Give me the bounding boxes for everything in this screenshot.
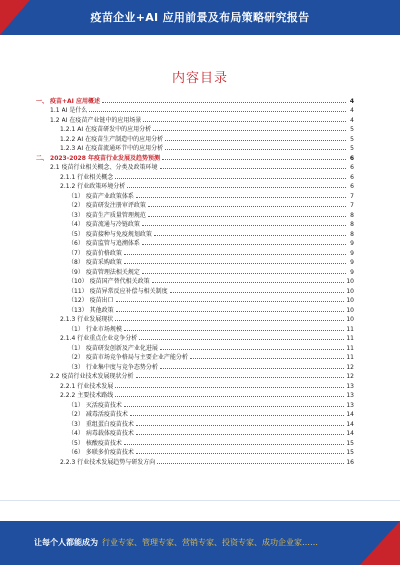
footer-banner <box>0 521 400 565</box>
dot-leader <box>116 300 345 302</box>
toc-entry-page: 4 <box>350 116 354 124</box>
toc-entry[interactable] <box>36 418 354 428</box>
toc-entry-title: 行业政策环境分析 <box>77 183 126 190</box>
toc-entry-number: （7） <box>68 249 84 257</box>
toc-entry-title: 行业技术发展趋势与研发方向 <box>77 458 156 466</box>
toc-entry-page: 11 <box>346 325 354 333</box>
toc-entry-number: 2.2.1 <box>60 382 76 390</box>
toc-entry-title: 其他政策 <box>89 306 114 314</box>
toc-entry[interactable] <box>36 143 354 153</box>
toc-entry[interactable] <box>36 247 354 257</box>
toc-entry-number: （3） <box>68 211 84 219</box>
toc-entry-title: 重组蛋白疫苗技术 <box>85 420 134 428</box>
toc-entry[interactable] <box>36 181 354 191</box>
dot-leader <box>160 167 346 169</box>
dot-leader <box>148 205 346 207</box>
toc-entry[interactable] <box>36 285 354 295</box>
toc-entry[interactable] <box>36 95 354 105</box>
toc-entry-page: 6 <box>350 183 354 190</box>
toc-entry-page: 11 <box>346 354 354 361</box>
toc-entry[interactable] <box>36 114 354 124</box>
toc-entry[interactable] <box>36 238 354 248</box>
report-title: 疫苗企业+AI 应用前景及布局策略研究报告 <box>90 11 310 24</box>
toc-entry-number: （6） <box>68 240 84 247</box>
dot-leader <box>165 148 346 150</box>
toc-entry-title: 2023-2028 年疫苗行业发展及趋势预测 <box>50 154 160 162</box>
toc-entry-number: （2） <box>68 411 84 418</box>
toc-entry-title: AI 在疫苗流通环节中的应用分析 <box>77 145 164 152</box>
toc-entry-number: 1.2 <box>50 116 60 124</box>
dot-leader <box>142 243 346 245</box>
toc-entry-number: 二、 <box>36 154 49 162</box>
dot-leader <box>136 196 346 198</box>
dot-leader <box>152 281 345 283</box>
footer-lead: 让每个人都能成为 <box>34 538 98 547</box>
toc-entry-title: 疫苗研发创新及产业化进展 <box>85 344 158 352</box>
toc-entry-title: 疫苗出口 <box>89 297 114 304</box>
toc-entry-title: 行业市场规模 <box>85 325 122 333</box>
divider <box>0 500 400 501</box>
toc-entry-page: 10 <box>346 287 354 295</box>
toc-entry-page: 5 <box>350 126 354 133</box>
toc-entry-title: 疫苗行业技术发展现状分析 <box>61 373 134 380</box>
toc-entry-number: （3） <box>68 420 84 428</box>
dot-leader <box>115 319 344 321</box>
toc-entry-title: AI 在疫苗生产制造中的应用分析 <box>77 135 164 143</box>
dot-leader <box>136 433 345 435</box>
toc-entry-number: （1） <box>68 325 84 333</box>
dot-leader <box>142 272 346 274</box>
toc-entry[interactable] <box>36 171 354 181</box>
toc-entry-page: 11 <box>346 344 354 352</box>
toc-entry-title: 行业技术发展 <box>77 382 114 390</box>
toc-heading: 内容目录 <box>171 71 228 86</box>
toc-entry-page: 14 <box>346 430 354 437</box>
toc-entry-page: 9 <box>350 249 354 257</box>
toc-entry-page: 8 <box>350 221 354 228</box>
toc-entry[interactable] <box>36 276 354 286</box>
toc-entry-number: （1） <box>68 192 84 200</box>
toc-entry-title: AI 是什么 <box>61 107 88 114</box>
dot-leader <box>136 424 345 426</box>
dot-leader <box>124 262 346 264</box>
toc-entry[interactable] <box>36 314 354 324</box>
toc-entry-title: 疫苗国产替代相关政策 <box>89 278 150 285</box>
table-of-contents <box>36 95 354 466</box>
toc-entry[interactable] <box>36 219 354 229</box>
dot-leader <box>170 291 345 293</box>
toc-entry-title: 行业发展现状 <box>77 316 114 323</box>
toc-entry-page: 13 <box>346 382 354 390</box>
toc-entry-page: 4 <box>350 107 354 114</box>
toc-entry-page: 15 <box>346 449 354 456</box>
toc-entry-title: 行业重点企业竞争分析 <box>77 335 138 342</box>
toc-entry-number: 2.1.2 <box>60 183 76 190</box>
toc-entry-page: 4 <box>349 97 354 105</box>
toc-entry[interactable] <box>36 295 354 305</box>
dot-leader <box>162 158 346 160</box>
toc-entry-number: 1.2.1 <box>60 126 76 133</box>
dot-leader <box>143 120 346 122</box>
toc-entry-page: 15 <box>346 439 354 447</box>
toc-entry-title: 疫苗研发注册审评政策 <box>85 202 146 209</box>
dot-leader <box>89 110 346 112</box>
dot-leader <box>154 234 346 236</box>
toc-entry-title: 减毒活疫苗技术 <box>85 411 128 418</box>
toc-entry-title: 病毒载体疫苗技术 <box>85 430 134 437</box>
toc-entry[interactable] <box>36 409 354 419</box>
toc-entry-title: 疫苗价格政策 <box>85 249 122 257</box>
toc-entry[interactable] <box>36 124 354 134</box>
toc-entry[interactable] <box>36 371 354 381</box>
toc-entry-page: 8 <box>350 211 354 219</box>
toc-entry-title: 疫苗监管与追溯体系 <box>85 240 140 247</box>
toc-entry-page: 12 <box>346 373 354 380</box>
toc-entry-title: 疫苗市场竞争格局与主要企业产能分析 <box>85 354 188 361</box>
dot-leader <box>139 338 344 340</box>
toc-entry[interactable] <box>36 333 354 343</box>
dot-leader <box>115 177 346 179</box>
toc-entry[interactable] <box>36 228 354 238</box>
toc-entry-number: 2.2.2 <box>60 392 76 399</box>
toc-entry-number: （6） <box>68 449 84 456</box>
dot-leader <box>190 357 345 359</box>
toc-entry-page: 5 <box>350 135 354 143</box>
toc-entry[interactable] <box>36 352 354 362</box>
toc-entry[interactable] <box>36 390 354 400</box>
toc-entry[interactable] <box>36 190 354 200</box>
toc-entry-page: 12 <box>346 363 354 371</box>
toc-entry[interactable] <box>36 162 354 172</box>
toc-entry-page: 6 <box>350 173 354 181</box>
dot-leader <box>153 129 346 131</box>
toc-entry-number: 2.1.3 <box>60 316 76 323</box>
toc-entry[interactable] <box>36 133 354 143</box>
toc-entry-number: 2.1.4 <box>60 335 76 342</box>
dot-leader <box>157 462 344 464</box>
toc-entry-number: （9） <box>68 268 84 276</box>
toc-entry-page: 9 <box>350 268 354 276</box>
toc-entry[interactable] <box>36 152 354 162</box>
toc-entry-page: 13 <box>346 401 354 409</box>
dot-leader <box>124 443 345 445</box>
toc-entry-page: 8 <box>350 230 354 238</box>
report-header <box>0 0 400 35</box>
toc-entry-title: AI 在疫苗产业链中的应用场景 <box>61 116 142 124</box>
toc-entry-number: 1.2.3 <box>60 145 76 152</box>
toc-entry-page: 7 <box>350 202 354 209</box>
dot-leader <box>165 139 346 141</box>
toc-entry[interactable] <box>36 209 354 219</box>
toc-entry-number: （5） <box>68 230 84 238</box>
dot-leader <box>130 414 345 416</box>
toc-entry-title: 疫苗采购政策 <box>85 259 122 266</box>
toc-entry-title: 多联多价疫苗技术 <box>85 449 134 456</box>
toc-entry-page: 9 <box>350 259 354 266</box>
toc-entry-title: 疫苗管理法相关规定 <box>85 268 140 276</box>
toc-entry[interactable] <box>36 323 354 333</box>
toc-entry-page: 10 <box>346 297 354 304</box>
toc-entry-page: 5 <box>350 145 354 152</box>
toc-entry-number: 一、 <box>36 97 49 105</box>
toc-entry-number: 1.1 <box>50 107 60 114</box>
toc-entry-number: （13） <box>68 306 88 314</box>
toc-entry-page: 10 <box>346 316 354 323</box>
dot-leader <box>124 405 345 407</box>
dot-leader <box>160 367 345 369</box>
toc-entry[interactable] <box>36 380 354 390</box>
toc-entry-page: 13 <box>346 392 354 399</box>
toc-entry-number: 1.2.2 <box>60 135 76 143</box>
toc-entry-number: 2.2 <box>50 373 60 380</box>
toc-entry-title: 行业集中度与竞争态势分析 <box>85 363 158 371</box>
toc-entry-number: （2） <box>68 202 84 209</box>
toc-entry-number: （10） <box>68 278 88 285</box>
toc-entry-page: 9 <box>350 240 354 247</box>
toc-entry[interactable] <box>36 200 354 210</box>
toc-entry-title: 疫苗接种与免疫规划政策 <box>85 230 152 238</box>
toc-entry-title: 疫苗+AI 应用概述 <box>50 97 101 105</box>
dot-leader <box>124 329 345 331</box>
toc-entry-page: 10 <box>346 278 354 285</box>
toc-entry[interactable] <box>36 304 354 314</box>
dot-leader <box>136 376 345 378</box>
toc-entry-number: （12） <box>68 297 88 304</box>
toc-entry-title: 灭活疫苗技术 <box>85 401 122 409</box>
toc-entry-page: 11 <box>346 335 354 342</box>
dot-leader <box>142 224 346 226</box>
toc-entry-title: 疫苗流通与冷链政策 <box>85 221 140 228</box>
footer-roles: 行业专家、管理专家、营销专家、投资专家、成功企业家…… <box>102 538 318 547</box>
toc-entry-title: 行业相关概念 <box>77 173 114 181</box>
toc-entry-title: AI 在疫苗研发中的应用分析 <box>77 126 152 133</box>
toc-entry-page: 14 <box>346 411 354 418</box>
toc-entry[interactable] <box>36 257 354 267</box>
toc-entry-page: 6 <box>350 164 354 171</box>
toc-entry-number: （1） <box>68 401 84 409</box>
footer-text <box>34 521 318 565</box>
toc-entry-page: 10 <box>346 306 354 314</box>
toc-entry[interactable] <box>36 399 354 409</box>
toc-entry[interactable] <box>36 456 354 466</box>
dot-leader <box>124 253 346 255</box>
toc-entry-page: 14 <box>346 420 354 428</box>
toc-entry-number: （5） <box>68 439 84 447</box>
dot-leader <box>115 386 344 388</box>
dot-leader <box>102 101 346 103</box>
toc-entry-page: 6 <box>349 154 354 162</box>
toc-entry-title: 主要技术路线 <box>77 392 114 399</box>
toc-entry-number: （2） <box>68 354 84 361</box>
toc-entry-number: （8） <box>68 259 84 266</box>
toc-entry[interactable] <box>36 361 354 371</box>
footer-red-corner <box>360 521 400 565</box>
dot-leader <box>136 452 345 454</box>
toc-entry[interactable] <box>36 447 354 457</box>
toc-entry-number: （4） <box>68 430 84 437</box>
toc-entry-title: 疫苗产业政策体系 <box>85 192 134 200</box>
toc-entry[interactable] <box>36 105 354 115</box>
dot-leader <box>115 395 344 397</box>
toc-entry-number: 2.2.3 <box>60 458 76 466</box>
toc-entry-title: 疫苗行业相关概念、分类及政策环境 <box>61 164 158 171</box>
toc-entry[interactable] <box>36 428 354 438</box>
toc-entry-number: （1） <box>68 344 84 352</box>
toc-entry[interactable] <box>36 266 354 276</box>
dot-leader <box>127 186 346 188</box>
toc-entry-title: 疫苗异常反应补偿与相关制度 <box>89 287 168 295</box>
dot-leader <box>160 348 345 350</box>
toc-entry[interactable] <box>36 342 354 352</box>
toc-entry[interactable] <box>36 437 354 447</box>
toc-entry-page: 16 <box>346 458 354 466</box>
toc-entry-number: 2.1 <box>50 164 60 171</box>
toc-entry-page: 7 <box>350 192 354 200</box>
dot-leader <box>116 310 345 312</box>
toc-entry-number: （3） <box>68 363 84 371</box>
dot-leader <box>148 215 346 217</box>
toc-entry-title: 疫苗生产质量管理规范 <box>85 211 146 219</box>
toc-entry-number: （11） <box>68 287 88 295</box>
toc-entry-number: 2.1.1 <box>60 173 76 181</box>
toc-entry-title: 核酸疫苗技术 <box>85 439 122 447</box>
toc-entry-number: （4） <box>68 221 84 228</box>
